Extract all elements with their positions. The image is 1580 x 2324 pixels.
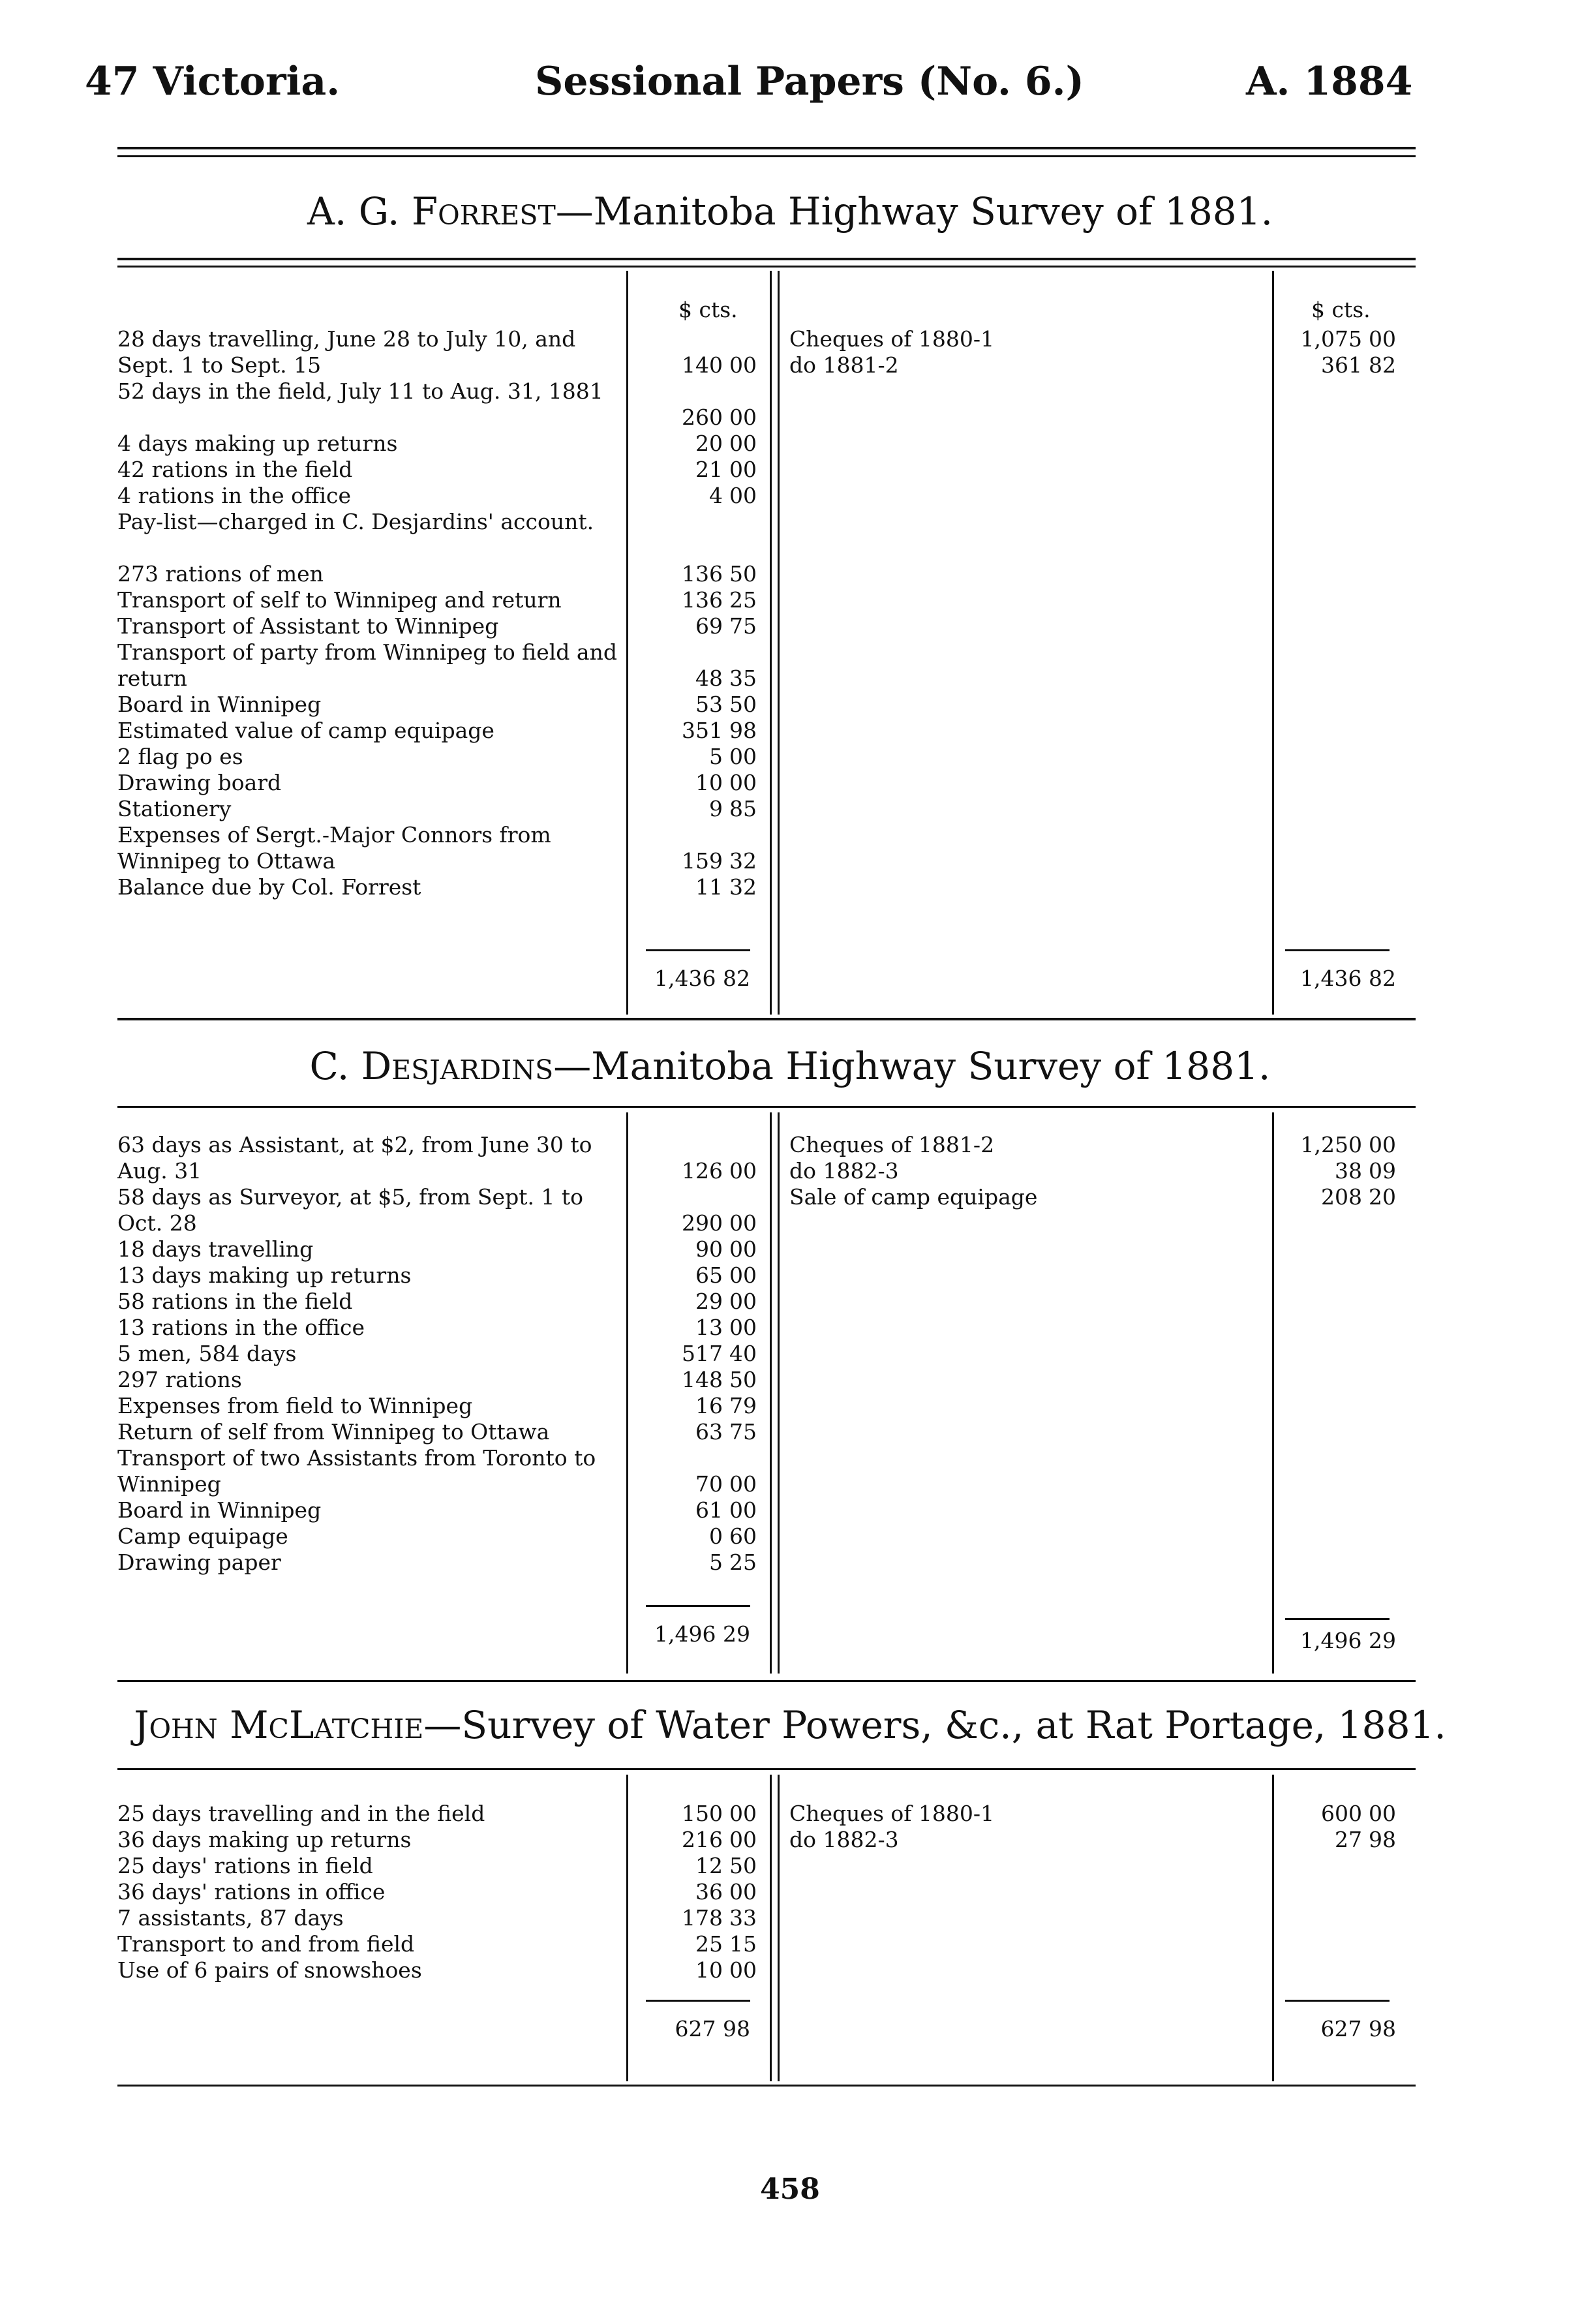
ledger-section: [117, 271, 1416, 1015]
row-amount: [639, 874, 757, 900]
amount-cents: 00: [1369, 1801, 1396, 1826]
amount-dollars: 260: [682, 405, 723, 430]
amount-cents: 75: [729, 1419, 757, 1445]
row-description: do 1881-2: [789, 352, 899, 378]
row-description: 58 days as Surveyor, at $5, from Sept. 1 to Oct. 28: [117, 1184, 584, 1236]
amount-dollars: 4: [709, 483, 723, 508]
section-title-rest: —Manitoba Highway Survey of 1881.: [555, 189, 1273, 234]
amount-cents: 00: [1369, 1132, 1396, 1157]
credit-total: 1,496 29: [1300, 1628, 1396, 1653]
row-amount: [639, 1853, 757, 1879]
amount-dollars: 136: [682, 587, 723, 613]
amount-dollars: 48: [695, 665, 723, 691]
row-description: Transport of Assistant to Winnipeg: [117, 613, 499, 639]
row-description: 25 days' rations in field: [117, 1853, 373, 1878]
amount-dollars: 140: [682, 352, 723, 378]
row-description: Board in Winnipeg: [117, 692, 322, 717]
row-amount: [1279, 352, 1396, 378]
amount-cents: 00: [729, 1497, 757, 1523]
amount-cents: 00: [729, 457, 757, 482]
row-amount: [639, 1550, 757, 1576]
row-amount: [639, 692, 757, 718]
amount-cents: 15: [729, 1931, 757, 1957]
row-amount: [1279, 1132, 1396, 1158]
row-description: 297 rations: [117, 1367, 242, 1392]
amount-cents: 20: [1369, 1184, 1396, 1210]
row-amount: [639, 1289, 757, 1315]
row-description: Transport of self to Winnipeg and return: [117, 587, 562, 613]
row-description: Board in Winnipeg: [117, 1497, 322, 1523]
column-divider: [1272, 1112, 1274, 1674]
row-amount: [639, 457, 757, 483]
column-divider: [626, 1775, 628, 2081]
amount-dollars: 517: [682, 1341, 723, 1366]
row-description: 63 days as Assistant, at $2, from June 30 to Aug. 31: [117, 1132, 592, 1184]
page-number: 458: [760, 2173, 820, 2206]
row-description: 4 days making up returns: [117, 431, 398, 456]
amount-dollars: 148: [682, 1367, 723, 1392]
credit-total: 1,436 82: [1300, 966, 1396, 991]
section-end-rule: [117, 1680, 1416, 1682]
debit-total: 1,496 29: [654, 1621, 750, 1647]
amount-dollars: 1,075: [1300, 326, 1362, 352]
row-description: 4 rations in the office: [117, 483, 352, 508]
row-amount: [639, 848, 757, 874]
amount-cents: 00: [1369, 326, 1396, 352]
amount-cents: 32: [729, 848, 757, 874]
section-title-rest: —Survey of Water Powers, &c., at Rat Portage, 1881.: [423, 1703, 1446, 1747]
row-description: Expenses of Sergt.-Major Connors from Winnipeg to Ottawa: [117, 822, 551, 874]
row-amount: [639, 718, 757, 744]
row-description: 58 rations in the field: [117, 1289, 353, 1314]
header-rule-top: [117, 147, 1416, 149]
row-amount: [639, 796, 757, 822]
row-description: Pay-list—charged in C. Desjardins' account.: [117, 509, 594, 534]
row-amount: [1279, 326, 1396, 352]
row-amount: [1279, 1158, 1396, 1184]
sum-rule: [646, 2000, 750, 2002]
row-amount: [639, 1957, 757, 1983]
amount-cents: 50: [729, 561, 757, 587]
row-amount: [639, 1523, 757, 1550]
row-description: 7 assistants, 87 days: [117, 1905, 344, 1931]
amount-cents: 00: [729, 352, 757, 378]
amount-cents: 00: [729, 770, 757, 795]
row-amount: [639, 1471, 757, 1497]
column-divider: [1272, 271, 1274, 1015]
section-rule: [117, 266, 1416, 268]
amount-dollars: 13: [695, 1315, 723, 1340]
section-title-rest: —Manitoba Highway Survey of 1881.: [553, 1044, 1271, 1088]
section-end-rule: [117, 2085, 1416, 2087]
row-amount: [639, 1393, 757, 1419]
row-description: Camp equipage: [117, 1523, 288, 1549]
amount-dollars: 25: [695, 1931, 723, 1957]
amount-dollars: 5: [709, 1550, 723, 1575]
amount-dollars: 9: [709, 796, 723, 821]
amount-cents: 32: [729, 874, 757, 900]
amount-dollars: 10: [695, 770, 723, 795]
row-amount: [639, 1497, 757, 1523]
row-amount: [639, 665, 757, 692]
amount-cents: 00: [729, 1158, 757, 1184]
amount-cents: 98: [729, 718, 757, 743]
column-divider: [626, 1112, 628, 1674]
amount-dollars: 70: [695, 1471, 723, 1497]
header-rule-bottom: [117, 155, 1416, 157]
credit-total: 627 98: [1320, 2016, 1396, 2041]
row-amount: [639, 1158, 757, 1184]
running-header: [0, 59, 1580, 104]
amount-dollars: 0: [709, 1523, 723, 1549]
amount-cents: 00: [729, 1957, 757, 1983]
amount-dollars: 61: [695, 1497, 723, 1523]
amount-dollars: 290: [682, 1210, 723, 1236]
amount-dollars: 600: [1321, 1801, 1362, 1826]
amount-dollars: 216: [682, 1827, 723, 1852]
column-divider: [778, 271, 780, 1015]
row-amount: [1279, 1801, 1396, 1827]
amount-cents: 50: [729, 1853, 757, 1878]
amount-cents: 00: [729, 1471, 757, 1497]
row-description: Transport of party from Winnipeg to field and return: [117, 639, 617, 691]
amount-cents: 00: [729, 483, 757, 508]
amount-dollars: 20: [695, 431, 723, 456]
amount-cents: 00: [729, 1236, 757, 1262]
row-description: 25 days travelling and in the field: [117, 1801, 485, 1826]
row-amount: [1279, 1827, 1396, 1853]
header-center: Sessional Papers (No. 6.): [535, 59, 1084, 104]
section-end-rule: [117, 1018, 1416, 1020]
row-amount: [639, 1905, 757, 1931]
row-description: 5 men, 584 days: [117, 1341, 297, 1366]
row-amount: [639, 1262, 757, 1289]
column-divider: [770, 1112, 772, 1674]
row-description: Stationery: [117, 796, 232, 821]
column-divider: [770, 271, 772, 1015]
section-name: A. G. Forrest: [307, 189, 556, 234]
amount-dollars: 351: [682, 718, 723, 743]
row-description: Cheques of 1880-1: [789, 1801, 995, 1826]
amount-cents: 35: [729, 665, 757, 691]
row-amount: [639, 561, 757, 587]
amount-cents: 50: [729, 1367, 757, 1392]
sum-rule: [1285, 949, 1390, 951]
section-rule: [117, 1106, 1416, 1108]
row-description: 36 days' rations in office: [117, 1879, 386, 1904]
amount-dollars: 178: [682, 1905, 723, 1931]
amount-dollars: 1,250: [1300, 1132, 1362, 1157]
row-amount: [639, 770, 757, 796]
amount-dollars: 150: [682, 1801, 723, 1826]
amount-cents: 00: [729, 744, 757, 769]
amount-cents: 00: [729, 1827, 757, 1852]
amount-dollars: 12: [695, 1853, 723, 1878]
column-divider: [778, 1775, 780, 2081]
amount-dollars: 90: [695, 1236, 723, 1262]
row-description: Drawing board: [117, 770, 282, 795]
row-amount: [639, 1801, 757, 1827]
currency-label-debit: $ cts.: [678, 297, 738, 322]
row-description: 36 days making up returns: [117, 1827, 412, 1852]
amount-dollars: 29: [695, 1289, 723, 1314]
amount-cents: 00: [729, 431, 757, 456]
column-divider: [770, 1775, 772, 2081]
amount-cents: 00: [729, 405, 757, 430]
sum-rule: [646, 1605, 750, 1607]
amount-dollars: 53: [695, 692, 723, 717]
amount-cents: 75: [729, 613, 757, 639]
amount-cents: 60: [729, 1523, 757, 1549]
row-description: Expenses from field to Winnipeg: [117, 1393, 473, 1418]
amount-cents: 79: [729, 1393, 757, 1418]
amount-cents: 25: [729, 587, 757, 613]
row-description: Use of 6 pairs of snowshoes: [117, 1957, 422, 1983]
amount-dollars: 5: [709, 744, 723, 769]
row-amount: [639, 483, 757, 509]
row-description: Transport of two Assistants from Toronto to Winnipeg: [117, 1445, 596, 1497]
row-description: do 1882-3: [789, 1158, 899, 1184]
row-description: 28 days travelling, June 28 to July 10, and Sept. 1 to Sept. 15: [117, 326, 576, 378]
row-description: Cheques of 1881-2: [789, 1132, 995, 1157]
row-amount: [639, 352, 757, 378]
header-left: 47 Victoria.: [85, 59, 341, 104]
amount-cents: 00: [729, 1289, 757, 1314]
row-description: 18 days travelling: [117, 1236, 314, 1262]
amount-dollars: 361: [1321, 352, 1362, 378]
amount-dollars: 16: [695, 1393, 723, 1418]
row-amount: [639, 744, 757, 770]
amount-dollars: 65: [695, 1262, 723, 1288]
amount-cents: 00: [729, 1315, 757, 1340]
row-amount: [639, 1341, 757, 1367]
row-amount: [639, 1210, 757, 1236]
amount-dollars: 38: [1335, 1158, 1362, 1184]
row-amount: [639, 1879, 757, 1905]
amount-dollars: 159: [682, 848, 723, 874]
amount-cents: 00: [729, 1262, 757, 1288]
row-amount: [639, 1419, 757, 1445]
section-title: [0, 189, 1580, 234]
amount-dollars: 69: [695, 613, 723, 639]
amount-cents: 00: [729, 1879, 757, 1904]
row-description: Sale of camp equipage: [789, 1184, 1038, 1210]
row-description: Transport to and from field: [117, 1931, 415, 1957]
amount-dollars: 11: [695, 874, 723, 900]
row-description: 273 rations of men: [117, 561, 324, 587]
row-amount: [639, 613, 757, 639]
amount-cents: 09: [1369, 1158, 1396, 1184]
row-description: Estimated value of camp equipage: [117, 718, 494, 743]
amount-dollars: 208: [1321, 1184, 1362, 1210]
amount-dollars: 21: [695, 457, 723, 482]
row-amount: [639, 1367, 757, 1393]
ledger-section: [117, 1775, 1416, 2081]
row-amount: [639, 1236, 757, 1262]
row-description: 13 days making up returns: [117, 1262, 412, 1288]
amount-dollars: 63: [695, 1419, 723, 1445]
section-rule: [117, 1768, 1416, 1770]
row-amount: [639, 1931, 757, 1957]
row-amount: [639, 1315, 757, 1341]
debit-total: 627 98: [675, 2016, 750, 2041]
amount-dollars: 10: [695, 1957, 723, 1983]
column-divider: [778, 1112, 780, 1674]
amount-cents: 85: [729, 796, 757, 821]
column-divider: [626, 271, 628, 1015]
row-description: Cheques of 1880-1: [789, 326, 995, 352]
amount-dollars: 136: [682, 561, 723, 587]
amount-dollars: 126: [682, 1158, 723, 1184]
sum-rule: [1285, 2000, 1390, 2002]
amount-cents: 40: [729, 1341, 757, 1366]
row-amount: [639, 587, 757, 613]
debit-total: 1,436 82: [654, 966, 750, 991]
amount-cents: 25: [729, 1550, 757, 1575]
amount-cents: 00: [729, 1210, 757, 1236]
header-right: A. 1884: [1246, 59, 1413, 104]
amount-cents: 82: [1369, 352, 1396, 378]
section-title: [0, 1044, 1580, 1088]
row-description: Drawing paper: [117, 1550, 281, 1575]
row-amount: [639, 431, 757, 457]
amount-cents: 50: [729, 692, 757, 717]
row-description: Balance due by Col. Forrest: [117, 874, 421, 900]
sum-rule: [1285, 1618, 1390, 1620]
amount-cents: 00: [729, 1801, 757, 1826]
row-description: 42 rations in the field: [117, 457, 353, 482]
amount-dollars: 27: [1335, 1827, 1362, 1852]
row-description: 13 rations in the office: [117, 1315, 365, 1340]
column-divider: [1272, 1775, 1274, 2081]
amount-cents: 33: [729, 1905, 757, 1931]
amount-cents: 98: [1369, 1827, 1396, 1852]
amount-dollars: 36: [695, 1879, 723, 1904]
ledger-section: [117, 1112, 1416, 1674]
section-title: [0, 1703, 1580, 1747]
section-name: John McLatchie: [134, 1703, 424, 1747]
row-amount: [1279, 1184, 1396, 1210]
row-description: do 1882-3: [789, 1827, 899, 1852]
row-amount: [639, 1827, 757, 1853]
section-rule: [117, 258, 1416, 260]
section-name: C. Desjardins: [309, 1044, 554, 1088]
row-description: 52 days in the field, July 11 to Aug. 31, 1881: [117, 378, 603, 404]
row-description: 2 flag po es: [117, 744, 243, 769]
row-description: Return of self from Winnipeg to Ottawa: [117, 1419, 550, 1445]
currency-label-credit: $ cts.: [1311, 297, 1371, 322]
row-amount: [639, 405, 757, 431]
sum-rule: [646, 949, 750, 951]
